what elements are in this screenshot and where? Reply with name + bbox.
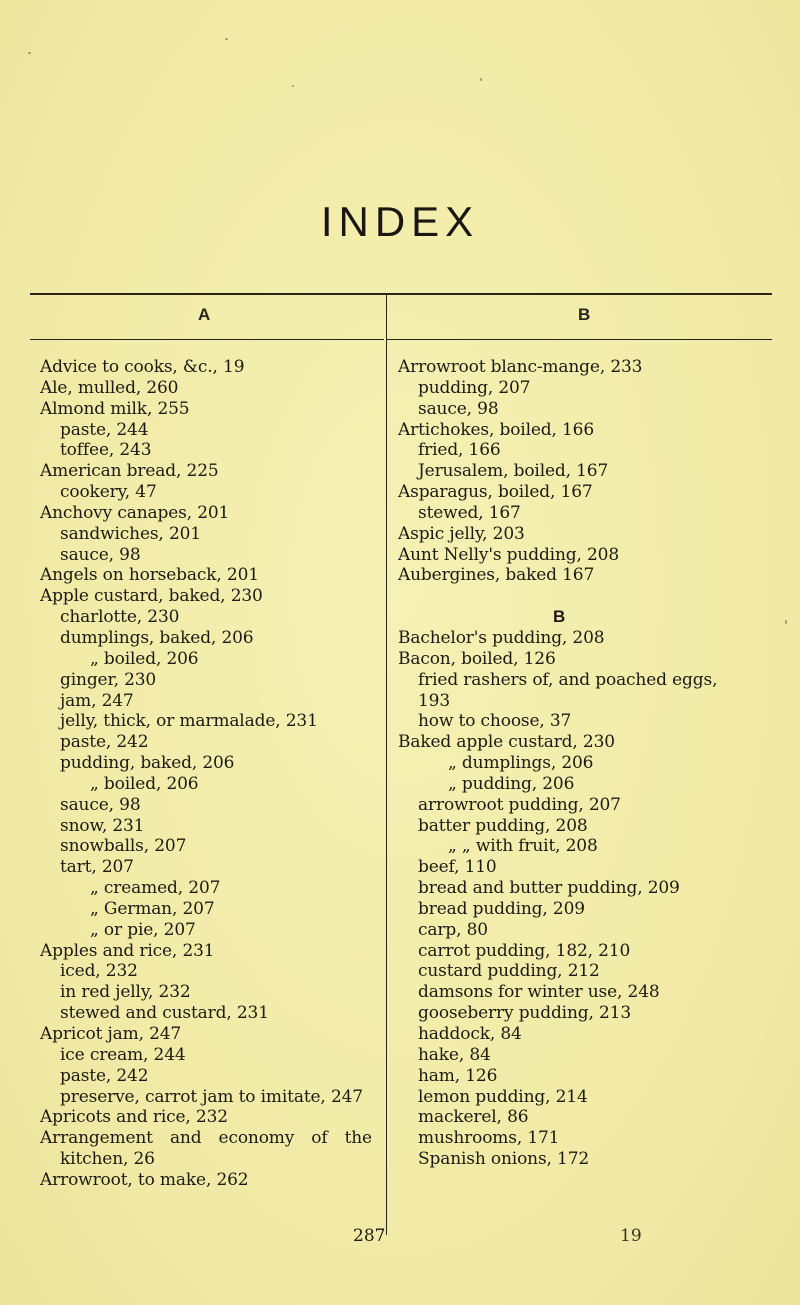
index-entry: Apple custard, baked, 230 (40, 586, 263, 607)
index-entry: Bacon, boiled, 126 (398, 648, 556, 669)
page-number: 287 (353, 1226, 386, 1246)
index-entry: beef, 110 (418, 857, 497, 878)
index-entry: stewed, 167 (418, 502, 521, 523)
index-entry: hake, 84 (418, 1044, 491, 1065)
index-entry: carrot pudding, 182, 210 (418, 940, 631, 961)
index-entry: pudding, baked, 206 (60, 753, 235, 774)
index-entry: snowballs, 207 (60, 836, 187, 857)
index-entry: American bread, 225 (40, 461, 219, 482)
index-entry: sauce, 98 (60, 544, 141, 565)
index-entry: Apricots and rice, 232 (40, 1107, 228, 1128)
column-divider (386, 293, 387, 1235)
index-entry: preserve, carrot jam to imitate, 247 (60, 1086, 363, 1107)
right-index-column (398, 357, 798, 1170)
index-entry: mushrooms, 171 (418, 1128, 560, 1149)
top-rule (30, 293, 772, 295)
index-entry: „ or pie, 207 (90, 919, 196, 940)
section-gap (398, 586, 798, 607)
index-entry: Aunt Nelly's pudding, 208 (398, 544, 619, 565)
index-entry: paste, 242 (60, 732, 149, 753)
section-letter-heading: B (553, 607, 566, 627)
index-entry: paste, 242 (60, 1065, 149, 1086)
right-column-heading: B (578, 305, 591, 324)
index-entry: Baked apple custard, 230 (398, 732, 615, 753)
index-entry: „ „ with fruit, 208 (448, 836, 598, 857)
index-entry: „ dumplings, 206 (448, 753, 594, 774)
index-entry: Asparagus, boiled, 167 (398, 482, 593, 503)
index-entry: batter pudding, 208 (418, 815, 588, 836)
index-entry: stewed and custard, 231 (60, 1003, 269, 1024)
index-entry: kitchen, 26 (60, 1149, 155, 1170)
index-entry: charlotte, 230 (60, 607, 180, 628)
paper-speck (28, 52, 31, 54)
index-entry: ginger, 230 (60, 669, 157, 690)
index-entry: Advice to cooks, &c., 19 (40, 357, 245, 377)
index-entry: Angels on horseback, 201 (40, 565, 259, 586)
index-entry: „ pudding, 206 (448, 773, 575, 794)
index-entry: Artichokes, boiled, 166 (398, 419, 595, 440)
index-entry: Apples and rice, 231 (40, 940, 215, 961)
index-entry: tart, 207 (60, 857, 134, 878)
index-entry: Arrowroot, to make, 262 (40, 1169, 249, 1190)
index-entry: Arrowroot blanc-mange, 233 (398, 357, 643, 377)
index-entry: bread pudding, 209 (418, 898, 585, 919)
index-entry: arrowroot pudding, 207 (418, 794, 621, 815)
left-column-heading: A (198, 305, 211, 324)
index-entry: Jerusalem, boiled, 167 (418, 461, 609, 482)
index-entry: in red jelly, 232 (60, 982, 191, 1003)
index-entry: lemon pudding, 214 (418, 1086, 588, 1107)
left-index-column (40, 357, 380, 1191)
index-entry: haddock, 84 (418, 1024, 522, 1044)
index-entry: Almond milk, 255 (40, 398, 190, 419)
paper-speck (225, 38, 228, 40)
paper-speck (785, 620, 787, 624)
index-entry: Bachelor's pudding, 208 (398, 627, 605, 648)
index-entry: sauce, 98 (60, 794, 141, 815)
index-entry: ice cream, 244 (60, 1044, 186, 1065)
index-entry: mackerel, 86 (418, 1107, 529, 1128)
index-entry: 193 (418, 690, 450, 711)
paper-speck (480, 78, 482, 81)
index-entry: Arrangement and economy of the (40, 1128, 372, 1149)
index-entry: gooseberry pudding, 213 (418, 1003, 632, 1024)
page-title: INDEX (320, 198, 480, 245)
index-entry: sauce, 98 (418, 398, 499, 419)
index-entry: Apricot jam, 247 (40, 1024, 182, 1044)
index-entry: Aspic jelly, 203 (398, 523, 525, 544)
index-entry: toffee, 243 (60, 440, 152, 461)
index-entry: cookery, 47 (60, 482, 157, 503)
index-entry: sandwiches, 201 (60, 523, 201, 544)
index-entry: snow, 231 (60, 815, 145, 836)
signature-mark: 19 (620, 1226, 642, 1246)
index-entry: ham, 126 (418, 1065, 498, 1086)
index-entry: „ creamed, 207 (90, 878, 221, 899)
index-entry: pudding, 207 (418, 377, 531, 398)
index-entry: bread and butter pudding, 209 (418, 878, 680, 899)
index-entry: „ boiled, 206 (90, 773, 199, 794)
index-entry: Anchovy canapes, 201 (40, 502, 230, 523)
index-entry: how to choose, 37 (418, 711, 572, 732)
index-entry: fried rashers of, and poached eggs, (418, 669, 718, 690)
index-entry: jelly, thick, or marmalade, 231 (60, 711, 318, 732)
index-entry: damsons for winter use, 248 (418, 982, 660, 1003)
index-entry: paste, 244 (60, 419, 149, 440)
index-entry: Aubergines, baked 167 (398, 565, 595, 586)
index-entry: Ale, mulled, 260 (40, 377, 179, 398)
index-entry: dumplings, baked, 206 (60, 627, 254, 648)
index-entry: custard pudding, 212 (418, 961, 600, 982)
index-entry: jam, 247 (60, 690, 134, 711)
index-entry: „ German, 207 (90, 898, 215, 919)
index-entry: carp, 80 (418, 919, 488, 940)
index-entry: fried, 166 (418, 440, 501, 461)
paper-speck (292, 85, 294, 87)
index-entry: „ boiled, 206 (90, 648, 199, 669)
index-entry: iced, 232 (60, 961, 138, 982)
index-entry: Spanish onions, 172 (418, 1149, 590, 1170)
